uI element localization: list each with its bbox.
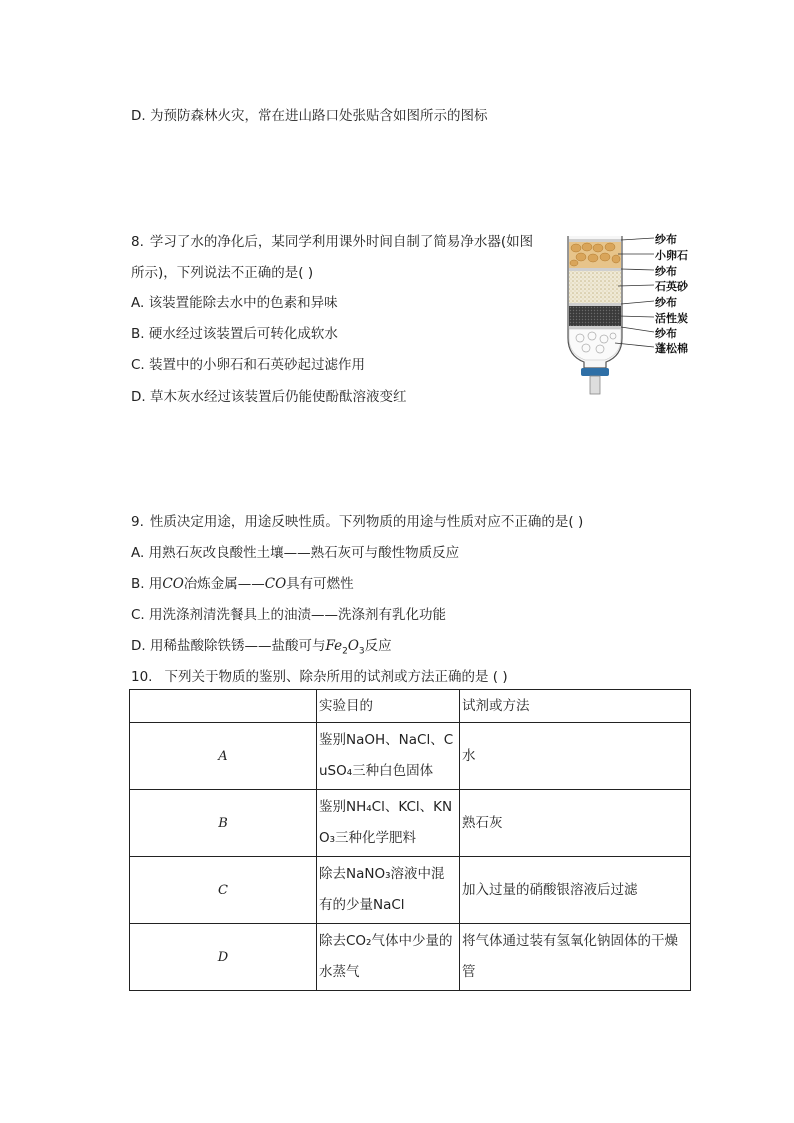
- q8-stem-text: 学习了水的净化后，某同学利用课外时间自制了简易净水器(如图: [149, 234, 534, 250]
- row-purpose-line2: 水蒸气: [319, 964, 360, 980]
- q9-option-b: [131, 572, 354, 592]
- header-method: 试剂或方法: [460, 690, 691, 723]
- row-method-line2: 管: [462, 964, 476, 980]
- figure-label-gauze-3: 纱布: [655, 296, 677, 309]
- figure-label-gauze-2: 纱布: [655, 265, 677, 278]
- row-method: 水: [460, 723, 691, 790]
- water-filter-figure: [560, 228, 700, 400]
- q9-stem-text: 性质决定用途，用途反映性质。下列物质的用途与性质对应不正确的是( ): [149, 514, 584, 530]
- figure-label-quartz-sand: 石英砂: [655, 280, 688, 293]
- q8-option-b: B. 硬水经过该装置后可转化成软水: [131, 326, 338, 342]
- q9-stem: [131, 510, 583, 530]
- q7-option-d: D. 为预防森林火灾，常在进山路口处张贴含如图所示的图标: [131, 108, 488, 124]
- q9-opt-b-text2: 冶炼金属——: [183, 576, 265, 592]
- row-purpose: [317, 723, 460, 790]
- q8-stem-line2: 所示)，下列说法不正确的是( ): [131, 265, 314, 281]
- q9-opt-d-sub3: 3: [358, 646, 365, 657]
- row-label: C: [130, 857, 317, 924]
- q8-option-a: A. 该装置能除去水中的色素和异味: [131, 295, 338, 311]
- row-purpose-line2: 有的少量NaCl: [319, 897, 405, 913]
- q9-option-c: C. 用洗涤剂清洗餐具上的油渍——洗涤剂有乳化功能: [131, 607, 447, 623]
- row-method: 熟石灰: [460, 790, 691, 857]
- q9-opt-b-formula1: CO: [162, 576, 184, 592]
- row-label: D: [130, 924, 317, 991]
- q9-opt-d-text2: 反应: [364, 638, 392, 654]
- q9-opt-d-text1: D. 用稀盐酸除铁锈——盐酸可与: [131, 638, 326, 654]
- figure-label-gauze-1: 纱布: [655, 233, 677, 246]
- figure-label-gauze-4: 纱布: [655, 327, 677, 340]
- table-header-row: [130, 690, 691, 723]
- q9-opt-b-text1: B. 用: [131, 576, 163, 592]
- figure-label-activated-carbon: 活性炭: [655, 312, 688, 325]
- figure-label-cotton: 蓬松棉: [655, 342, 688, 355]
- row-purpose-line2: O₃三种化学肥料: [319, 830, 417, 846]
- row-label: B: [130, 790, 317, 857]
- q8-stem-line1: [131, 230, 533, 250]
- row-method: [460, 924, 691, 991]
- row-purpose: [317, 924, 460, 991]
- q8-option-d: D. 草木灰水经过该装置后仍能使酚酞溶液变红: [131, 389, 407, 405]
- q9-number: 9.: [131, 514, 144, 530]
- row-method: 加入过量的硝酸银溶液后过滤: [460, 857, 691, 924]
- q9-opt-d-sub2: 2: [342, 646, 348, 657]
- row-purpose-line1: 除去NaNO₃溶液中混: [319, 866, 445, 882]
- header-purpose: 实验目的: [317, 690, 460, 723]
- q9-opt-b-text3: 具有可燃性: [286, 576, 354, 592]
- q9-opt-b-formula2: CO: [264, 576, 287, 592]
- q9-option-a: A. 用熟石灰改良酸性土壤——熟石灰可与酸性物质反应: [131, 545, 460, 561]
- figure-label-pebbles: 小卵石: [655, 249, 688, 262]
- row-method-line1: 将气体通过装有氢氧化钠固体的干燥: [462, 933, 678, 949]
- row-purpose-line1: 除去CO₂气体中少量的: [319, 933, 453, 949]
- q10-stem-text: 下列关于物质的鉴别、除杂所用的试剂或方法正确的是 ( ): [164, 669, 508, 685]
- table-row: [130, 924, 691, 991]
- row-purpose-line1: 鉴别NH₄Cl、KCl、KN: [319, 799, 453, 815]
- table-row: [130, 790, 691, 857]
- table-row: [130, 857, 691, 924]
- row-purpose: [317, 857, 460, 924]
- row-purpose: [317, 790, 460, 857]
- row-purpose-line1: 鉴别NaOH、NaCl、C: [319, 732, 454, 748]
- q9-option-d: [131, 634, 392, 657]
- row-purpose-line2: uSO₄三种白色固体: [319, 763, 434, 779]
- q10-stem: [131, 665, 508, 685]
- q9-opt-d-fe: Fe: [325, 638, 343, 654]
- q8-number: 8.: [131, 234, 144, 250]
- q8-option-c: C. 装置中的小卵石和石英砂起过滤作用: [131, 357, 366, 373]
- q10-table: [129, 689, 691, 991]
- q10-number: 10.: [131, 669, 153, 685]
- q9-opt-d-o: O: [347, 638, 359, 654]
- table-row: [130, 723, 691, 790]
- header-empty: [130, 690, 317, 723]
- row-label: A: [130, 723, 317, 790]
